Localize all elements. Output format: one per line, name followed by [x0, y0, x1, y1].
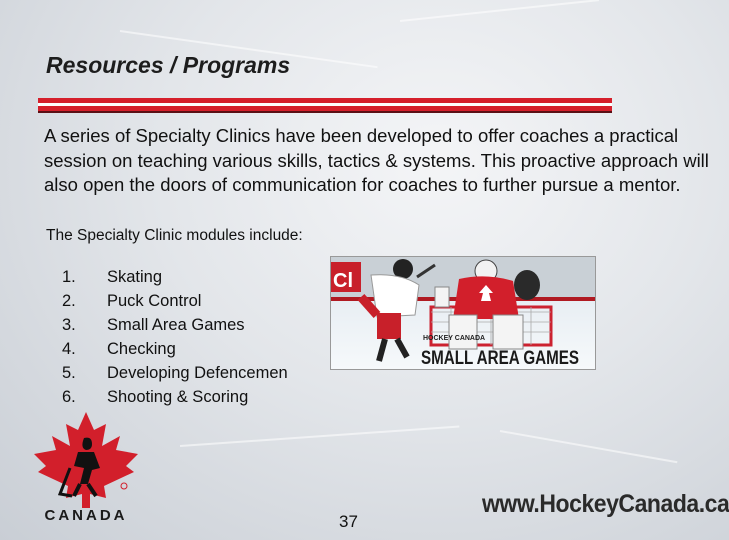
list-label: Small Area Games: [107, 316, 245, 334]
page-number: 37: [339, 512, 358, 531]
hockey-photo-goalie-icon: [331, 257, 595, 369]
title-divider: [38, 111, 612, 113]
list-label: Puck Control: [107, 292, 202, 310]
list-number: 1.: [62, 268, 76, 286]
list-label: Shooting & Scoring: [107, 388, 249, 406]
list-item: [62, 364, 288, 388]
list-label: Skating: [107, 268, 163, 286]
list-label: Developing Defencemen: [107, 364, 288, 382]
list-item: [62, 388, 288, 412]
hockey-photo: [330, 256, 596, 370]
list-number: 4.: [62, 340, 76, 358]
intro-paragraph: A series of Specialty Clinics have been developed to offer coaches a practical session on teaching various skills, tactics & systems. This proactive approach will also open the doors of communication for coaches to further pursue a mentor.: [44, 125, 709, 195]
list-item: [62, 340, 288, 364]
list-number: 2.: [62, 292, 76, 310]
list-item: [62, 292, 288, 316]
list-label: Checking: [107, 340, 176, 358]
slide-title: Resources / Programs: [46, 52, 291, 78]
ice-texture: [180, 425, 459, 447]
modules-heading: The Specialty Clinic modules include:: [46, 227, 303, 244]
list-item: [62, 268, 288, 292]
modules-list: [62, 268, 288, 412]
list-item: [62, 316, 288, 340]
list-number: 5.: [62, 364, 76, 382]
list-number: 6.: [62, 388, 76, 406]
maple-leaf-hockey-player-logo-icon: [26, 410, 146, 525]
ice-texture: [500, 430, 678, 463]
hockey-canada-logo: [26, 410, 146, 525]
ice-texture: [400, 0, 599, 22]
logo-wordmark: CANADA: [44, 507, 128, 524]
list-number: 3.: [62, 316, 76, 334]
photo-brand: HOCKEY CANADA: [423, 335, 486, 342]
svg-text:Cl: Cl: [333, 270, 353, 292]
photo-caption: SMALL AREA GAMES: [421, 348, 579, 369]
website-url: www.HockeyCanada.ca: [482, 490, 729, 518]
